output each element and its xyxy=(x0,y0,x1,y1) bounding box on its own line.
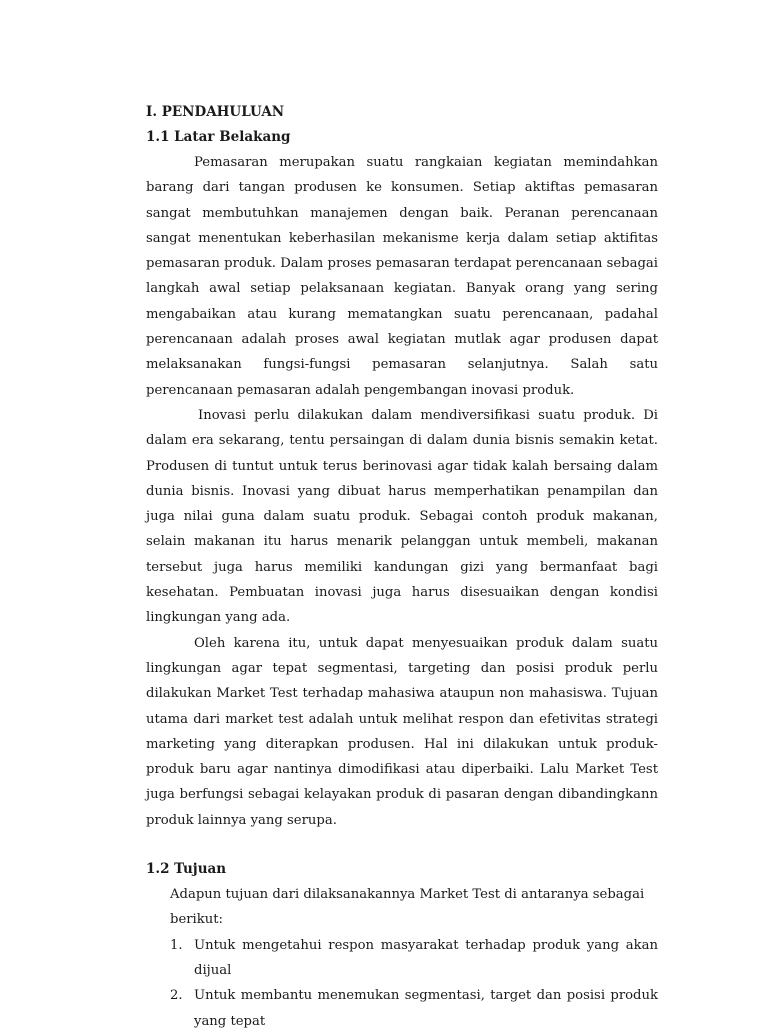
list-item xyxy=(146,933,658,984)
tujuan-list xyxy=(146,933,658,1034)
list-item-text: Untuk membantu menemukan segmentasi, target dan posisi produk yang tepat xyxy=(194,988,658,1029)
document-page xyxy=(146,100,658,1034)
tujuan-intro: Adapun tujuan dari dilaksanakannya Market Test di antaranya sebagai berikut: xyxy=(170,887,645,928)
section-heading-latar-belakang: 1.1 Latar Belakang xyxy=(146,129,291,145)
list-item-number: 1. xyxy=(170,937,183,953)
list-item-text: Untuk mengetahui respon masyarakat terhadap produk yang akan dijual xyxy=(194,937,658,978)
list-item-number: 2. xyxy=(170,988,183,1004)
chapter-heading: I. PENDAHULUAN xyxy=(146,104,285,120)
paragraph-2: Inovasi perlu dilakukan dalam mendiversifikasi suatu produk. Di dalam era sekarang, tentu persaingan di dalam dunia bisnis semakin ketat. Produsen di tuntut untuk terus berinovasi agar tidak kalah bersaing dalam dunia bisnis. Inovasi yang dibuat harus memperhatikan penampilan dan juga nilai guna dalam suatu produk. Sebagai contoh produk makanan, selain makanan itu harus menarik pelanggan untuk membeli, makanan tersebut juga harus memiliki kandungan gizi yang bermanfaat bagi kesehatan. Pembuatan inovasi juga harus disesuaikan dengan kondisi lingkungan yang ada. xyxy=(146,407,658,626)
section-heading-tujuan: 1.2 Tujuan xyxy=(146,861,227,878)
section-spacer xyxy=(146,833,658,857)
paragraph-1: Pemasaran merupakan suatu rangkaian kegiatan memindahkan barang dari tangan produsen ke konsumen. Setiap aktiftas pemasaran sangat membutuhkan manajemen dengan baik. Peranan perencanaan sangat menentukan keberhasilan mekanisme kerja dalam setiap aktifitas pemasaran produk. Dalam proses pemasaran terdapat perencanaan sebagai langkah awal setiap pelaksanaan kegiatan. Banyak orang yang sering mengabaikan atau kurang mematangkan suatu perencanaan, padahal perencanaan adalah proses awal kegiatan mutlak agar produsen dapat melaksanakan fungsi-fungsi pemasaran selanjutnya. Salah satu perencanaan pemasaran adalah pengembangan inovasi produk. xyxy=(146,155,658,398)
list-item xyxy=(146,983,658,1034)
paragraph-3: Oleh karena itu, untuk dapat menyesuaikan produk dalam suatu lingkungan agar tepat segmentasi, targeting dan posisi produk perlu dilakukan Market Test terhadap mahasiwa ataupun non mahasiswa. Tujuan utama dari market test adalah untuk melihat respon dan efetivitas strategi marketing yang diterapkan produsen. Hal ini dilakukan untuk produk-produk baru agar nantinya dimodifikasi atau diperbaiki. Lalu Market Test juga berfungsi sebagai kelayakan produk di pasaran dengan dibandingkann produk lainnya yang serupa. xyxy=(146,635,658,828)
